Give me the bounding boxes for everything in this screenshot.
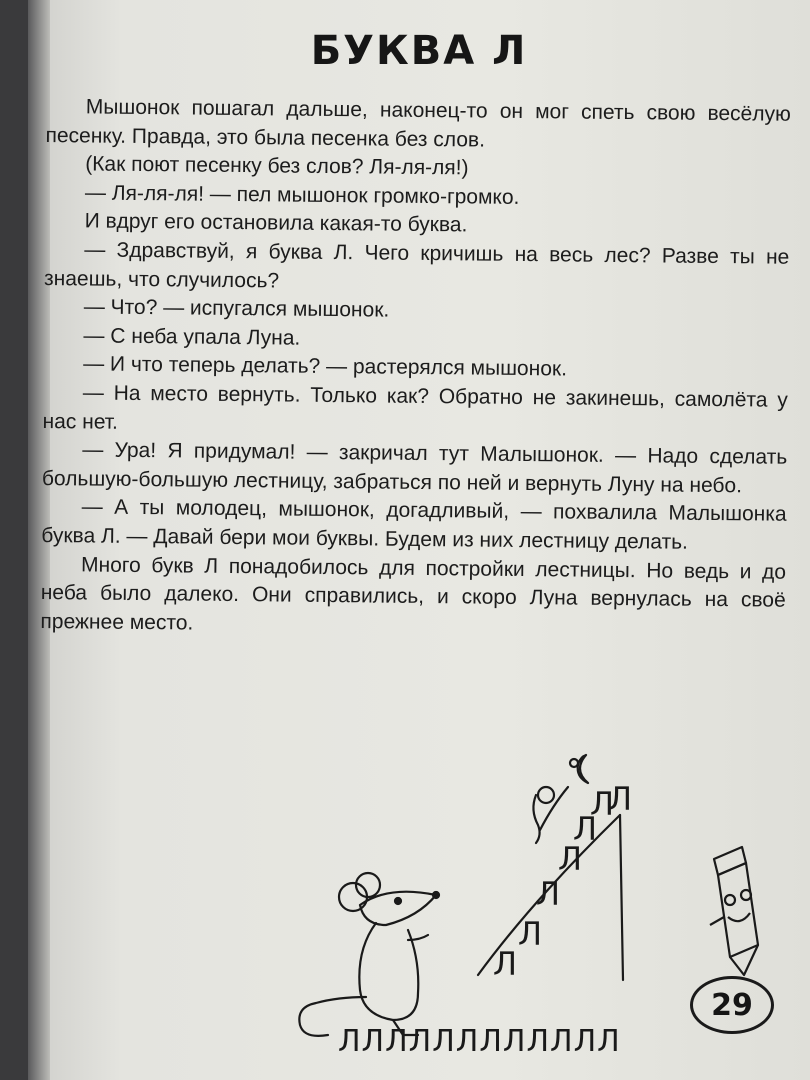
paragraph: — С неба упала Луна. bbox=[83, 324, 301, 350]
ladder-letter: Л bbox=[536, 875, 561, 913]
ladder-letter: Л bbox=[573, 810, 598, 848]
mouse-ladder-illustration bbox=[268, 735, 633, 1065]
paragraph: — Что? — испугался мышонок. bbox=[83, 295, 390, 322]
mouse-icon bbox=[299, 873, 439, 1036]
pencil-icon bbox=[706, 845, 766, 980]
story-text bbox=[40, 93, 791, 644]
mouse-on-ladder-icon bbox=[533, 787, 568, 843]
paragraph: — Ура! Я придумал! — закричал тут Малышонок. — Надо сделать большую-большую лестницу, забраться по ней и вернуть Луну на небо. bbox=[41, 438, 788, 498]
ladder-letter: Л bbox=[558, 840, 583, 878]
page-title: БУКВА Л bbox=[310, 28, 528, 74]
paragraph: — И что теперь делать? — растерялся мышонок. bbox=[83, 352, 568, 381]
book-page bbox=[28, 0, 810, 1080]
paragraph: Много букв Л понадобилось для постройки лестницы. Но ведь и до неба было далеко. Они справились, и скоро Луна вернулась на своё прежнее место. bbox=[40, 552, 787, 635]
moon-icon bbox=[570, 755, 588, 783]
ladder-letter: Л bbox=[518, 915, 543, 953]
paragraph: Мышонок пошагал дальше, наконец-то он мог спеть свою весёлую песенку. Правда, это была песенка без слов. bbox=[45, 95, 791, 152]
paragraph: — На место вернуть. Только как? Обратно не закинешь, самолёта у нас нет. bbox=[42, 381, 788, 434]
paragraph: (Как поют песенку без слов? Ля-ля-ля!) bbox=[85, 152, 469, 180]
paragraph: — А ты молодец, мышонок, догадливый, — похвалила Малышонка буква Л. — Давай бери мои буквы. Будем из них лестницу делать. bbox=[41, 495, 787, 554]
page-number: 29 bbox=[690, 976, 774, 1034]
ladder-letter: Л bbox=[590, 785, 615, 823]
ladder-letter: Л bbox=[493, 945, 518, 983]
paragraph: И вдруг его остановила какая-то буква. bbox=[84, 209, 468, 237]
letters-row: ЛЛЛЛЛЛЛЛЛЛЛЛ bbox=[338, 1024, 621, 1059]
paragraph: — Здравствуй, я буква Л. Чего кричишь на весь лес? Разве ты не знаешь, что случилось? bbox=[43, 238, 790, 293]
ladder-letter: Л bbox=[608, 780, 633, 818]
paragraph: — Ля-ля-ля! — пел мышонок громко-громко. bbox=[84, 181, 520, 209]
